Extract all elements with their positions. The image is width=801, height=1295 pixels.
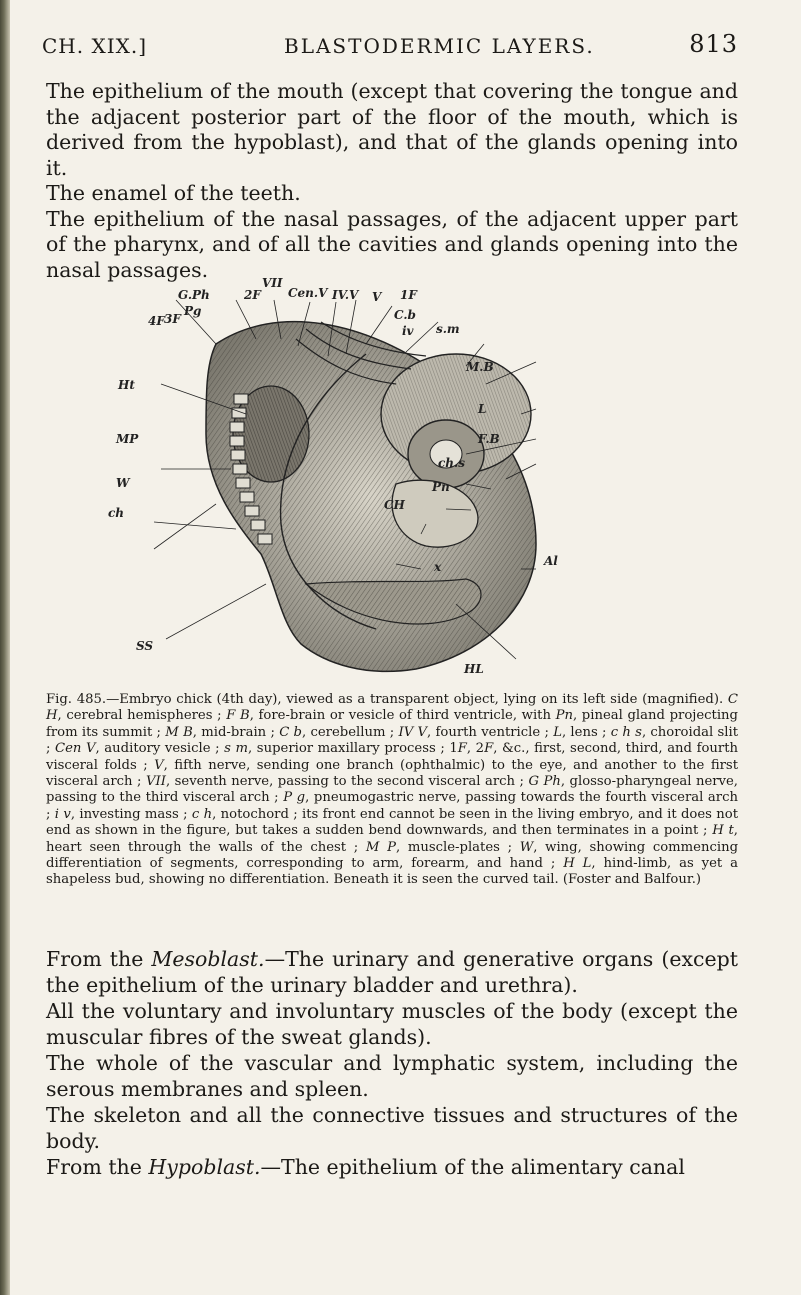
label-cb: C.b bbox=[394, 308, 416, 322]
label-chs: ch.s bbox=[438, 456, 465, 470]
label-l: L bbox=[478, 402, 487, 416]
label-3f: 3F bbox=[164, 312, 181, 326]
label-gph: G.Ph bbox=[178, 288, 210, 302]
running-head bbox=[42, 30, 738, 60]
caption-text: —Embryo chick (4th day), viewed as a transparent object, lying on its left side (magnified). C H, cerebral hemispheres ; F B, fore-brain or vesicle of third ventricle, with Pn, pineal gland projecting from its summit ; M B, mid-brain ; C b, cerebellum ; IV V, fourth ventricle ; L, lens ; c h s, choroidal slit ; Cen V, auditory vesicle ; s m, superior maxillary process ; 1F, 2F, &c., first, second, third, and fourth visceral folds ; V, fifth nerve, sending one branch (ophthalmic) to the eye, and another to the first visceral arch ; VII, seventh nerve, passing to the second visceral arch ; G Ph, glosso-pharyngeal nerve, passing to the third visceral arch ; P g, pneumogastric nerve, passing towards the fourth visceral arch ; i v, investing mass ; c h, notochord ; its front end cannot be seen in the living embryo, and it does not end as shown in the figure, but takes a sudden bend downwards, and then terminates in a point ; H t, heart seen through the walls of the chest ; M P, muscle-plates ; W, wing, showing commencing differentiation of segments, corresponding to arm, forearm, and hand ; H L, hind-limb, as yet a shapeless bud, showing no differentiation. Beneath it is seen the curved tail. (Foster and Balfour.) bbox=[46, 692, 739, 888]
paragraph-mouth-epithelium: The epithelium of the mouth (except that covering the tongue and the adjacent posterior part of the floor of the mouth, which is derived from the hypoblast), and that of the glands opening into it. bbox=[46, 79, 738, 180]
paragraph-nasal-epithelium: The epithelium of the nasal passages, of the adjacent upper part of the pharynx, and of all the cavities and glands opening into the nasal passages. bbox=[46, 206, 738, 282]
figure-number: Fig. 485. bbox=[46, 692, 107, 707]
label-2f: 2F bbox=[244, 288, 261, 302]
label-1f: 1F bbox=[400, 288, 417, 302]
label-mp: MP bbox=[116, 432, 139, 446]
paragraph-hypoblast: From the Hypoblast.—The epithelium of the alimentary canal bbox=[46, 1155, 685, 1179]
label-x: x bbox=[434, 560, 442, 574]
running-title: BLASTODERMIC LAYERS. bbox=[284, 34, 595, 58]
top-text-block bbox=[46, 79, 738, 283]
paragraph-enamel: The enamel of the teeth. bbox=[46, 181, 301, 205]
label-v: V bbox=[372, 290, 382, 304]
label-pg: Pg bbox=[184, 304, 202, 318]
embryo-figure bbox=[66, 276, 666, 679]
page-number: 813 bbox=[689, 30, 738, 58]
chapter-label: CH. XIX.] bbox=[42, 34, 147, 58]
label-pn: Pn bbox=[432, 480, 450, 494]
figure-caption bbox=[46, 692, 738, 889]
label-ss: SS bbox=[136, 639, 154, 653]
label-ch: ch bbox=[108, 506, 125, 520]
book-binding-edge bbox=[0, 0, 10, 1295]
paragraph-skeleton: The skeleton and all the connective tissues and structures of the body. bbox=[46, 1103, 738, 1153]
embryo-illustration bbox=[66, 284, 666, 679]
label-ivv: IV.V bbox=[332, 288, 359, 302]
label-w: W bbox=[116, 476, 130, 490]
label-al: Al bbox=[544, 554, 558, 568]
paragraph-muscles: All the voluntary and involuntary muscles of the body (except the muscular fibres of the sweat glands). bbox=[46, 999, 738, 1049]
bottom-text-block bbox=[46, 946, 738, 1180]
label-vii: VII bbox=[262, 276, 283, 290]
label-sm: s.m bbox=[436, 322, 460, 336]
label-hl: HL bbox=[464, 662, 484, 676]
label-ht: Ht bbox=[118, 378, 135, 392]
label-4f: 4F bbox=[148, 314, 165, 328]
label-iv: iv bbox=[402, 324, 414, 338]
label-cenv: Cen.V bbox=[288, 286, 328, 300]
label-ch-center: CH bbox=[384, 498, 405, 512]
label-fb: F.B bbox=[478, 432, 500, 446]
paragraph-mesoblast: From the Mesoblast.—The urinary and generative organs (except the epithelium of the urinary bladder and urethra). bbox=[46, 947, 738, 997]
paragraph-vascular: The whole of the vascular and lymphatic system, including the serous membranes and spleen. bbox=[46, 1051, 738, 1101]
label-mb: M.B bbox=[466, 360, 494, 374]
